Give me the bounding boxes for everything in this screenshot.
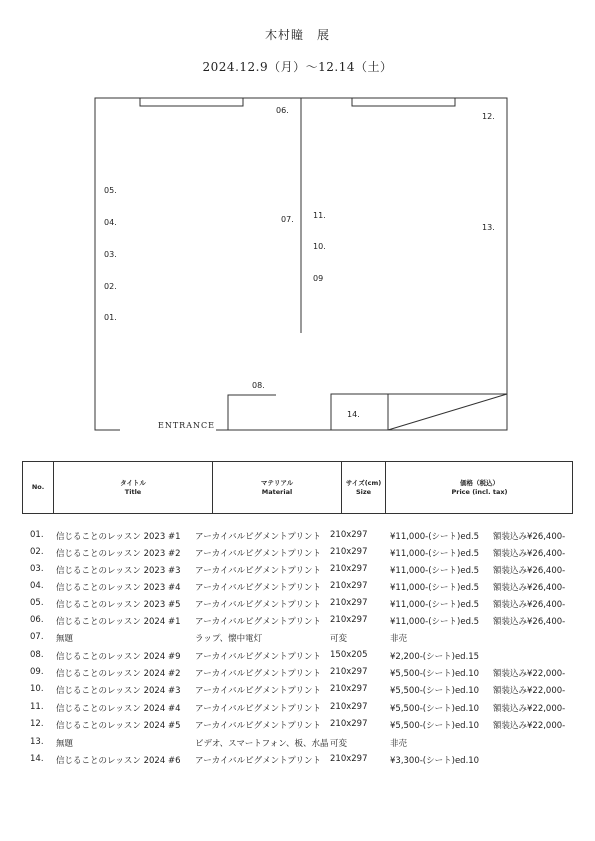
row-material: アーカイバルピグメントプリント — [195, 704, 321, 714]
plan-label-05: 05. — [104, 186, 117, 195]
table-row — [0, 719, 595, 736]
header-title — [54, 462, 212, 513]
row-no: 10. — [30, 684, 44, 694]
row-framed-price: 額装込み¥22,000- — [493, 721, 566, 731]
plan-counter — [228, 395, 276, 430]
row-framed-price: 額装込み¥26,400- — [493, 549, 566, 559]
row-framed-price: 額装込み¥26,400- — [493, 600, 566, 610]
row-title: 信じることのレッスン 2024 #1 — [56, 617, 181, 627]
row-size: 210x297 — [330, 530, 368, 540]
header-price-ja: 価格（税込） — [460, 478, 499, 487]
table-row — [0, 737, 595, 754]
header-material — [213, 462, 341, 513]
plan-label-13: 13. — [482, 223, 495, 232]
row-price: ¥11,000-(シート)ed.5 — [390, 566, 480, 576]
row-size: 210x297 — [330, 719, 368, 729]
table-row — [0, 702, 595, 719]
header-no-label: No. — [31, 483, 45, 491]
row-size: 210x297 — [330, 684, 368, 694]
plan-label-02: 02. — [104, 282, 117, 291]
row-title: 信じることのレッスン 2023 #3 — [56, 566, 181, 576]
table-row — [0, 650, 595, 667]
row-title: 信じることのレッスン 2023 #2 — [56, 549, 181, 559]
row-price: ¥2,200-(シート)ed.15 — [390, 652, 480, 662]
row-title: 無題 — [56, 634, 74, 644]
plan-label-09: 09 — [313, 274, 324, 283]
table-row — [0, 530, 595, 547]
row-price: ¥5,500-(シート)ed.10 — [390, 669, 480, 679]
row-no: 04. — [30, 581, 44, 591]
header-price-en: Price (incl. tax) — [451, 487, 508, 496]
row-no: 08. — [30, 650, 44, 660]
plan-label-01: 01. — [104, 313, 117, 322]
table-row — [0, 598, 595, 615]
row-size: 210x297 — [330, 547, 368, 557]
row-framed-price: 額装込み¥22,000- — [493, 669, 566, 679]
row-size: 210x297 — [330, 564, 368, 574]
row-title: 信じることのレッスン 2024 #2 — [56, 669, 181, 679]
row-title: 信じることのレッスン 2024 #5 — [56, 721, 181, 731]
entrance-label: ENTRANCE — [158, 421, 215, 430]
plan-label-12: 12. — [482, 112, 495, 121]
row-title: 信じることのレッスン 2024 #4 — [56, 704, 181, 714]
row-price: ¥5,500-(シート)ed.10 — [390, 686, 480, 696]
row-price: ¥5,500-(シート)ed.10 — [390, 704, 480, 714]
row-framed-price: 額装込み¥22,000- — [493, 686, 566, 696]
row-material: アーカイバルピグメントプリント — [195, 652, 321, 662]
table-header — [22, 461, 573, 514]
plan-label-10: 10. — [313, 242, 326, 251]
row-framed-price: 額装込み¥26,400- — [493, 532, 566, 542]
header-title-en: Title — [124, 487, 142, 496]
row-price: ¥5,500-(シート)ed.10 — [390, 721, 480, 731]
plan-label-06: 06. — [276, 106, 289, 115]
row-material: アーカイバルピグメントプリント — [195, 583, 321, 593]
row-title: 信じることのレッスン 2024 #6 — [56, 756, 181, 766]
row-price: 非売 — [390, 634, 408, 644]
row-framed-price: 額装込み¥26,400- — [493, 617, 566, 627]
row-price: ¥11,000-(シート)ed.5 — [390, 532, 480, 542]
row-price: 非売 — [390, 739, 408, 749]
row-material: アーカイバルピグメントプリント — [195, 600, 321, 610]
plan-window-right — [352, 98, 455, 106]
row-no: 14. — [30, 754, 44, 764]
table-row — [0, 615, 595, 632]
header-material-en: Material — [261, 487, 293, 496]
row-no: 02. — [30, 547, 44, 557]
row-no: 01. — [30, 530, 44, 540]
row-framed-price: 額装込み¥22,000- — [493, 704, 566, 714]
row-size: 210x297 — [330, 615, 368, 625]
row-size: 210x297 — [330, 581, 368, 591]
table-row — [0, 547, 595, 564]
row-material: アーカイバルピグメントプリント — [195, 669, 321, 679]
plan-label-11: 11. — [313, 211, 326, 220]
plan-label-14: 14. — [347, 410, 360, 419]
plan-label-08: 08. — [252, 381, 265, 390]
row-material: アーカイバルピグメントプリント — [195, 566, 321, 576]
exhibition-title: 木村瞳 展 — [264, 28, 330, 42]
row-title: 信じることのレッスン 2024 #9 — [56, 652, 181, 662]
row-material: アーカイバルピグメントプリント — [195, 549, 321, 559]
row-no: 03. — [30, 564, 44, 574]
header-size-ja: サイズ(cm) — [345, 478, 382, 487]
table-row — [0, 564, 595, 581]
row-no: 05. — [30, 598, 44, 608]
plan-label-07: 07. — [281, 215, 294, 224]
header-size-en: Size — [355, 487, 372, 496]
row-price: ¥3,300-(シート)ed.10 — [390, 756, 480, 766]
row-no: 13. — [30, 737, 44, 747]
row-size: 可変 — [330, 739, 348, 749]
row-framed-price: 額装込み¥26,400- — [493, 583, 566, 593]
row-size: 150x205 — [330, 650, 368, 660]
plan-window-left — [140, 98, 243, 106]
row-no: 12. — [30, 719, 44, 729]
header-no — [23, 462, 53, 513]
table-row — [0, 684, 595, 701]
table-row — [0, 632, 595, 649]
row-title: 無題 — [56, 739, 74, 749]
row-size: 210x297 — [330, 702, 368, 712]
row-title: 信じることのレッスン 2024 #3 — [56, 686, 181, 696]
header-price — [386, 462, 573, 513]
plan-storage-diagonal — [388, 394, 507, 430]
row-material: アーカイバルピグメントプリント — [195, 686, 321, 696]
row-title: 信じることのレッスン 2023 #1 — [56, 532, 181, 542]
row-no: 11. — [30, 702, 44, 712]
row-framed-price: 額装込み¥26,400- — [493, 566, 566, 576]
row-price: ¥11,000-(シート)ed.5 — [390, 549, 480, 559]
row-size: 210x297 — [330, 598, 368, 608]
plan-label-03: 03. — [104, 250, 117, 259]
row-no: 06. — [30, 615, 44, 625]
row-material: ラップ、懐中電灯 — [195, 634, 263, 644]
row-size: 可変 — [330, 634, 348, 644]
exhibition-dates: 2024.12.9（月）〜12.14（土） — [202, 60, 393, 74]
header-material-ja: マテリアル — [260, 478, 294, 487]
row-material: アーカイバルピグメントプリント — [195, 532, 321, 542]
row-no: 09. — [30, 667, 44, 677]
plan-label-04: 04. — [104, 218, 117, 227]
row-material: アーカイバルピグメントプリント — [195, 721, 321, 731]
table-row — [0, 667, 595, 684]
row-title: 信じることのレッスン 2023 #4 — [56, 583, 181, 593]
row-material: アーカイバルピグメントプリント — [195, 756, 321, 766]
header-size — [342, 462, 385, 513]
row-price: ¥11,000-(シート)ed.5 — [390, 617, 480, 627]
row-price: ¥11,000-(シート)ed.5 — [390, 600, 480, 610]
table-row — [0, 754, 595, 771]
row-price: ¥11,000-(シート)ed.5 — [390, 583, 480, 593]
row-size: 210x297 — [330, 667, 368, 677]
row-title: 信じることのレッスン 2023 #5 — [56, 600, 181, 610]
row-no: 07. — [30, 632, 44, 642]
table-row — [0, 581, 595, 598]
row-material: ビデオ、スマートフォン、板、水晶 — [195, 739, 329, 749]
header-title-ja: タイトル — [120, 478, 146, 487]
row-material: アーカイバルピグメントプリント — [195, 617, 321, 627]
row-size: 210x297 — [330, 754, 368, 764]
